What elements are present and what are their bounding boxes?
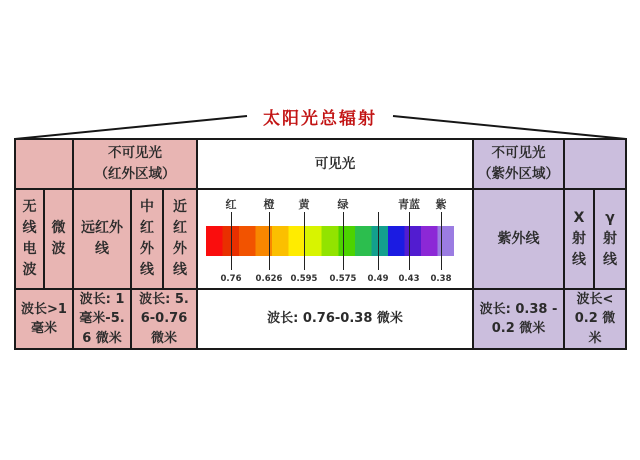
spectrum-tick (231, 212, 232, 270)
boundary-value: 0.43 (398, 274, 420, 284)
header-infrared-line2: （红外区域） (94, 166, 176, 182)
color-label-orange: 橙 (263, 198, 275, 211)
band-far-infrared: 远红外线 (74, 190, 132, 290)
band-microwave: 微波 (45, 190, 74, 290)
spectrum-tick (378, 212, 379, 270)
spectrum-tick (409, 212, 410, 270)
color-label-violet: 紫 (435, 198, 447, 211)
header-ray-region-empty (565, 140, 625, 190)
boundary-value: 0.49 (367, 274, 389, 284)
header-ultraviolet-region (474, 140, 565, 190)
color-label-yellow: 黄 (298, 198, 310, 211)
visible-spectrum-cell (198, 190, 474, 290)
wavelength-radio-microwave: 波长>1 毫米 (16, 290, 74, 348)
header-ultraviolet-line1: 不可见光 (491, 145, 546, 162)
wavelength-visible: 波长: 0.76-0.38 微米 (198, 290, 474, 348)
header-visible-light (198, 140, 474, 190)
spectrum-tick (269, 212, 270, 270)
diagram-title: 太阳光总辐射 (263, 109, 377, 129)
spectrum-tick (304, 212, 305, 270)
header-radio-region-empty (16, 140, 74, 190)
wavelength-xray-gamma: 波长< 0.2 微米 (565, 290, 625, 348)
header-visible-label: 可见光 (314, 155, 356, 172)
band-ultraviolet: 紫外线 (474, 190, 565, 290)
band-mid-infrared: 中红外线 (132, 190, 164, 290)
band-xray: X射线 (565, 190, 595, 290)
wavelength-mid-near-infrared: 波长: 5.6-0.76 微米 (132, 290, 198, 348)
color-label-cyanblue: 青蓝 (398, 198, 420, 211)
color-label-green: 绿 (337, 198, 349, 211)
spectrum-table (14, 138, 627, 350)
boundary-value: 0.626 (255, 274, 283, 284)
band-radio-waves: 无线电波 (16, 190, 45, 290)
header-infrared-region (74, 140, 198, 190)
spectrum-bar (206, 226, 454, 256)
color-label-red: 红 (225, 198, 237, 211)
boundary-value: 0.38 (430, 274, 452, 284)
boundary-value: 0.595 (290, 274, 318, 284)
band-near-infrared: 近红外线 (164, 190, 198, 290)
header-infrared-line1: 不可见光 (108, 145, 162, 162)
wavelength-ultraviolet: 波长: 0.38 - 0.2 微米 (474, 290, 565, 348)
header-ultraviolet-line2: （紫外区域） (478, 166, 559, 182)
spectrum-tick (441, 212, 442, 270)
band-gamma-ray: γ射线 (595, 190, 625, 290)
wavelength-far-infrared: 波长: 1 毫米-5.6 微米 (74, 290, 132, 348)
boundary-value: 0.575 (329, 274, 357, 284)
spectrum-tick (343, 212, 344, 270)
boundary-value: 0.76 (220, 274, 242, 284)
